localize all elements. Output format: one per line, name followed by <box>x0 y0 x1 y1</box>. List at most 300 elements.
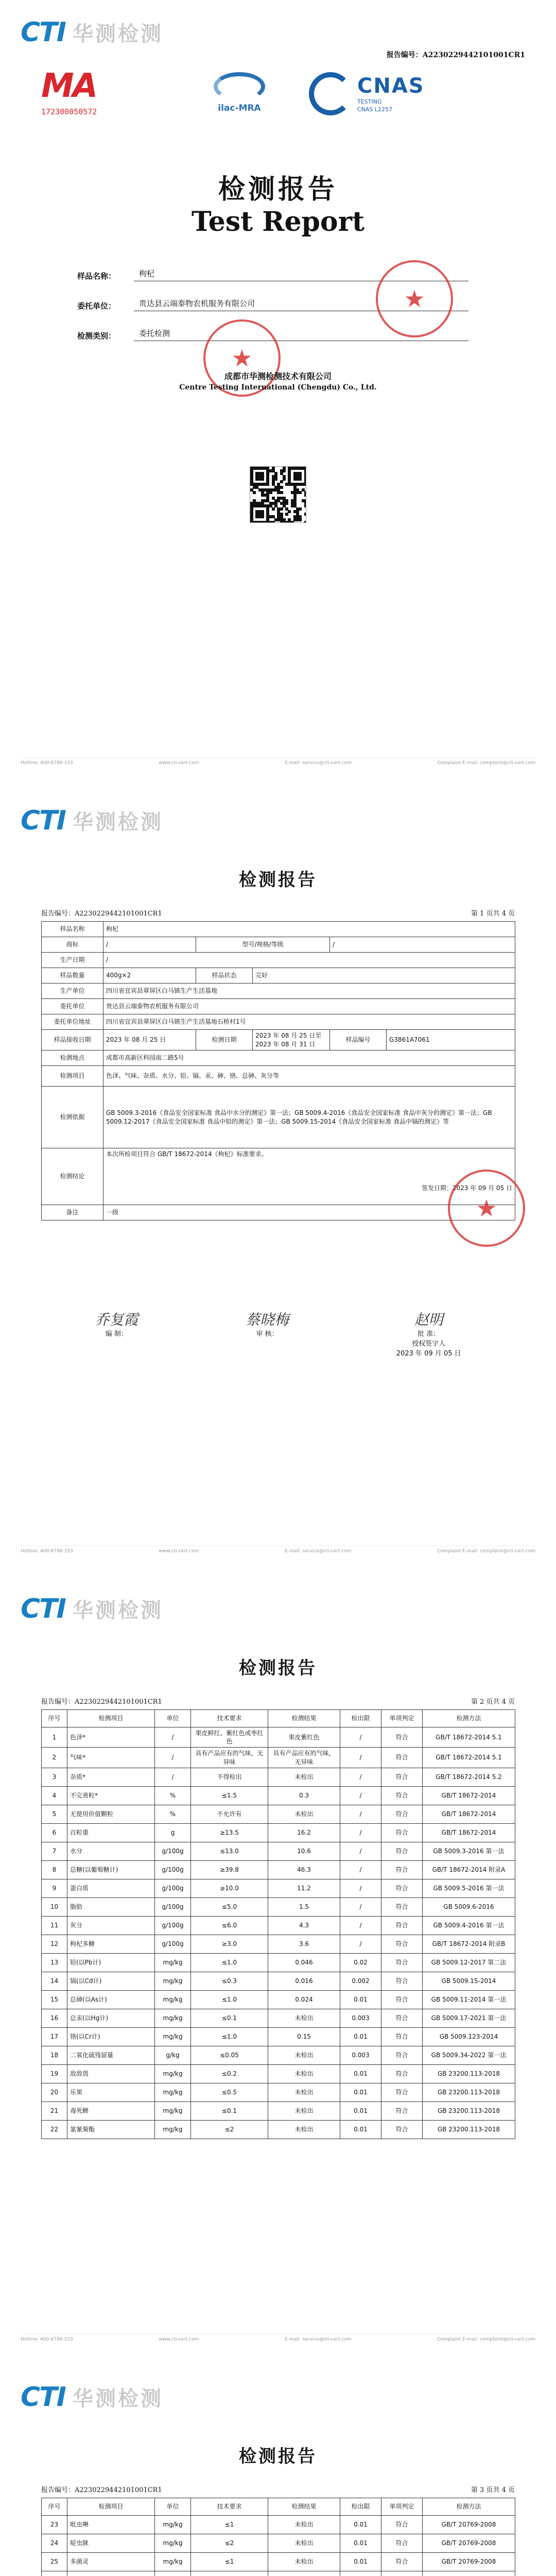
ilac-logo: ilac-MRA <box>206 72 273 129</box>
table-cell: 3 <box>42 1768 67 1786</box>
table-cell: 0.046 <box>268 1953 340 1972</box>
table-cell: 10 <box>42 1897 67 1916</box>
table-cell: 氯氰菊酯 <box>67 2120 155 2139</box>
table-cell: 不允许有 <box>191 1805 268 1823</box>
table-cell: GB 5009.15-2014 <box>423 1972 515 1990</box>
table-cell: ≤0.05 <box>191 2046 268 2064</box>
table-cell: 符合 <box>381 2102 423 2120</box>
table-row <box>42 2027 515 2046</box>
table-cell: ≥10.0 <box>191 1879 268 1897</box>
table-cell: GB/T 20769-2008 <box>423 2516 515 2534</box>
table-cell: ≤0.2 <box>191 2064 268 2083</box>
column-header: 序号 <box>42 2498 67 2516</box>
table-cell: 铅(以Pb计) <box>67 1953 155 1972</box>
table-cell: ≤1 <box>191 2553 268 2571</box>
table-cell: 符合 <box>381 1768 423 1786</box>
table-cell: 25 <box>42 2553 67 2571</box>
signature-row <box>41 1309 515 1358</box>
table-cell: 总汞(以Hg计) <box>67 2009 155 2027</box>
table-cell: 24 <box>42 2534 67 2553</box>
table-cell <box>42 2571 67 2576</box>
table-cell: GB/T 20769-2008 <box>423 2553 515 2571</box>
column-header: 检测结果 <box>268 2498 340 2516</box>
table-cell: ≤1.0 <box>191 2027 268 2046</box>
table-cell: ≤0.1 <box>191 2102 268 2120</box>
table-cell: / <box>340 1805 381 1823</box>
table-cell: GB/T 18672-2014 5.1 <box>423 1748 515 1768</box>
table-cell: 符合 <box>381 2027 423 2046</box>
table-cell: 镉(以Cd计) <box>67 1972 155 1990</box>
page-meta: 报告编号：A2230229442101001CR1 第 1 页共 4 页 <box>41 910 515 918</box>
table-cell: 符合 <box>381 2516 423 2534</box>
results-page-2 <box>0 2365 556 2576</box>
table-row <box>42 1805 515 1823</box>
table-cell: 11 <box>42 1916 67 1935</box>
cover-field-client: 委托单位： 贵达县云端泰物农机服务有限公司 <box>77 298 468 311</box>
table-cell: GB 5009.4-2016 第一法 <box>423 1916 515 1935</box>
seal-star-icon: ★ <box>476 1194 497 1222</box>
table-cell: GB 23200.113-2018 <box>423 2120 515 2139</box>
table-cell: mg/kg <box>155 2064 191 2083</box>
column-header: 检测结果 <box>268 1710 340 1727</box>
table-cell: 17 <box>42 2027 67 2046</box>
column-header: 检出限 <box>340 1710 381 1727</box>
table-cell: 0.01 <box>340 2553 381 2571</box>
cti-logo-icon: CTI <box>21 1593 65 1624</box>
table-cell: 脂肪 <box>67 1897 155 1916</box>
table-cell <box>191 2571 268 2576</box>
results-page-1 <box>0 1577 556 2349</box>
table-cell: / <box>340 1916 381 1935</box>
table-row <box>42 2120 515 2139</box>
table-cell: GB 5009.34-2022 第一法 <box>423 2046 515 2064</box>
table-row <box>42 1897 515 1916</box>
company-logo: CTI 华测检测 <box>21 1593 163 1624</box>
cover-title-en: Test Report <box>192 206 364 238</box>
results-table <box>41 2498 515 2576</box>
table-cell: 14 <box>42 1972 67 1990</box>
column-header: 检测方法 <box>423 2498 515 2516</box>
table-cell: 百粒重 <box>67 1823 155 1842</box>
cover-field-sample: 样品名称： 枸杞 <box>77 268 468 281</box>
table-cell <box>340 2571 381 2576</box>
table-cell: g/100g <box>155 1842 191 1860</box>
table-cell <box>155 2571 191 2576</box>
table-cell: 符合 <box>381 2120 423 2139</box>
table-cell: 10.6 <box>268 1842 340 1860</box>
table-cell: 杂质* <box>67 1768 155 1786</box>
table-cell: 乐果 <box>67 2083 155 2102</box>
table-cell: g/100g <box>155 1935 191 1953</box>
table-cell: 符合 <box>381 1842 423 1860</box>
table-cell: 19 <box>42 2064 67 2083</box>
column-header: 单位 <box>155 2498 191 2516</box>
table-cell: GB/T 18672-2014 <box>423 1823 515 1842</box>
table-cell: 符合 <box>381 2553 423 2571</box>
table-cell: 具有产品应有的气味，无异味 <box>191 1748 268 1768</box>
table-cell: mg/kg <box>155 2027 191 2046</box>
results-table <box>41 1709 515 2139</box>
table-cell: mg/kg <box>155 1953 191 1972</box>
table-cell: 符合 <box>381 1805 423 1823</box>
page-title: 检测报告 <box>239 1658 317 1679</box>
table-cell: 未检出 <box>268 2120 340 2139</box>
table-cell: / <box>340 1748 381 1768</box>
company-logo: CTI 华测检测 <box>21 805 163 836</box>
table-cell: 8 <box>42 1860 67 1879</box>
table-cell: / <box>155 1748 191 1768</box>
table-row <box>42 2534 515 2553</box>
table-row <box>42 2064 515 2083</box>
company-seal <box>376 260 453 337</box>
table-cell: 4.3 <box>268 1916 340 1935</box>
table-cell: 18 <box>42 2046 67 2064</box>
table-cell: 未检出 <box>268 1805 340 1823</box>
column-header: 检测项目 <box>67 1710 155 1727</box>
table-cell: ≥3.0 <box>191 1935 268 1953</box>
table-row <box>42 1990 515 2009</box>
table-cell: mg/kg <box>155 2083 191 2102</box>
sample-info-table: 样品名称 枸杞 商标 / 型号/规格/等级 / 生产日期 / 样品数量 400g×2 样品状态 完好 生产单位 四川省宜宾县翠屏区白马镇生产生活基地 委托单位 贵达县云端泰物农机服务有限公司 委托单位地址 四川省宜宾县翠屏区白马镇生产生活基地石桥村1号 样品接收日期 2023 年 08 月 25 日 检测日期 2023 年 08 月 25 日至 2023 年 08 月 31 日 样品编号 G3861A7061 检测地点 成都市高新区科园南二路5号 检测项目 色泽、气味、杂质、水分、铅、镉、汞、砷、铬、总砷、灰分等 检测依据 GB 5009.3-2016《食品安全国家标准 食品中水分的测定》第一法；GB 5009.4-2016《食品安全国家标准 食品中灰分的测定》第一法；GB 5009.12-2017《食品安全国家标准 食品中铅的测定》第一法；GB 5009.15-2014《食品安全国家标准 食品中镉的测定》等 检测结论 本次所检项目符合 GB/T 18672-2014《枸杞》标准要求。 签发日期：2023 年 09 月 05 日 备注 一级 <box>41 921 515 1221</box>
table-cell: 22 <box>42 2120 67 2139</box>
table-cell: / <box>340 1768 381 1786</box>
table-cell: 12 <box>42 1935 67 1953</box>
cover-org-en: Centre Testing International (Chengdu) Co., Ltd. <box>179 383 377 392</box>
column-header: 技术要求 <box>191 2498 268 2516</box>
table-cell: / <box>340 1879 381 1897</box>
table-cell: 未检出 <box>268 2534 340 2553</box>
page-footer: Hotline: 400-6788-333 www.cti-cert.com E-mail: service@cti-cert.com Complaint E-mail: complaint@cti-cert.com <box>21 2334 535 2342</box>
table-cell: 总砷(以As计) <box>67 1990 155 2009</box>
table-cell: GB 5009.17-2021 第一法 <box>423 2009 515 2027</box>
table-cell: 果皮紫红色 <box>268 1727 340 1748</box>
table-cell: 符合 <box>381 1786 423 1805</box>
table-cell: 敌敌畏 <box>67 2064 155 2083</box>
cti-logo-icon: CTI <box>21 2381 65 2413</box>
table-cell <box>67 2571 155 2576</box>
table-cell: 23 <box>42 2516 67 2534</box>
table-cell: g <box>155 1823 191 1842</box>
table-cell: 未检出 <box>268 2083 340 2102</box>
cover-page <box>0 0 556 773</box>
table-cell: ≤0.3 <box>191 1972 268 1990</box>
table-cell: ≤0.1 <box>191 2009 268 2027</box>
table-cell: 符合 <box>381 1935 423 1953</box>
table-row <box>42 1972 515 1990</box>
table-cell: 7 <box>42 1842 67 1860</box>
table-cell: 符合 <box>381 2083 423 2102</box>
table-cell <box>423 2571 515 2576</box>
cover-org-cn: 成都市华测检测技术有限公司 <box>224 371 332 381</box>
table-cell: 水分 <box>67 1842 155 1860</box>
cma-logo <box>41 67 129 116</box>
table-cell: mg/kg <box>155 1972 191 1990</box>
table-cell: GB 23200.113-2018 <box>423 2102 515 2120</box>
table-cell: GB/T 18672-2014 <box>423 1805 515 1823</box>
table-cell: 0.01 <box>340 2027 381 2046</box>
table-cell: 色泽* <box>67 1727 155 1748</box>
page-title: 检测报告 <box>239 2446 317 2467</box>
cti-logo-icon: CTI <box>21 805 65 836</box>
summary-page <box>0 788 556 1561</box>
table-cell: 4 <box>42 1786 67 1805</box>
table-cell: 气味* <box>67 1748 155 1768</box>
maker-signature: 乔复霞 编 制： <box>95 1311 138 1338</box>
table-cell: 未检出 <box>268 2553 340 2571</box>
table-cell: 0.003 <box>340 2046 381 2064</box>
table-row <box>42 1879 515 1897</box>
table-cell: 毒死蜱 <box>67 2102 155 2120</box>
table-cell: ≤5.0 <box>191 1897 268 1916</box>
table-cell: 0.01 <box>340 2516 381 2534</box>
table-cell: mg/kg <box>155 2102 191 2120</box>
table-cell: ≤2 <box>191 2534 268 2553</box>
table-cell: 13 <box>42 1953 67 1972</box>
table-cell: 15 <box>42 1990 67 2009</box>
table-cell: 符合 <box>381 2534 423 2553</box>
seal-star-icon: ★ <box>404 285 425 313</box>
approver-signature: 赵明 批 准： 授权签字人 2023 年 09 月 05 日 <box>396 1311 461 1358</box>
column-header: 检测方法 <box>423 1710 515 1727</box>
table-cell: 0.01 <box>340 2064 381 2083</box>
table-row <box>42 2046 515 2064</box>
table-cell: GB/T 20769-2008 <box>423 2534 515 2553</box>
table-cell: 符合 <box>381 2009 423 2027</box>
table-cell: g/100g <box>155 1879 191 1897</box>
table-cell: / <box>340 1842 381 1860</box>
table-cell: mg/kg <box>155 2120 191 2139</box>
qr-code <box>250 466 306 523</box>
table-cell: 0.3 <box>268 1786 340 1805</box>
table-cell: 符合 <box>381 1823 423 1842</box>
table-cell: GB/T 18672-2014 附录B <box>423 1935 515 1953</box>
cnas-ring-icon <box>309 72 352 115</box>
table-cell: 46.3 <box>268 1860 340 1879</box>
table-cell: ≤2 <box>191 2120 268 2139</box>
table-cell: 未检出 <box>268 2102 340 2120</box>
table-cell: / <box>340 1823 381 1842</box>
table-cell: ≤13.0 <box>191 1842 268 1860</box>
table-cell: 6 <box>42 1823 67 1842</box>
table-cell: 二氧化硫残留量 <box>67 2046 155 2064</box>
table-row <box>42 2102 515 2120</box>
table-cell: 未检出 <box>268 2046 340 2064</box>
table-cell: ≤1 <box>191 2516 268 2534</box>
table-cell: ≤1.0 <box>191 1953 268 1972</box>
table-cell: 1.5 <box>268 1897 340 1916</box>
table-cell: 总糖(以葡萄糖计) <box>67 1860 155 1879</box>
seal-star-icon: ★ <box>231 344 253 372</box>
table-row <box>42 1768 515 1786</box>
table-cell: 0.002 <box>340 1972 381 1990</box>
table-cell: 不完善粒* <box>67 1786 155 1805</box>
accreditation-logos <box>21 62 535 139</box>
table-cell: 3.6 <box>268 1935 340 1953</box>
column-header: 单位 <box>155 1710 191 1727</box>
table-cell: 0.01 <box>340 2120 381 2139</box>
table-cell: GB 5009.11-2014 第一法 <box>423 1990 515 2009</box>
table-cell: 符合 <box>381 1990 423 2009</box>
table-row <box>42 1953 515 1972</box>
table-cell: 21 <box>42 2102 67 2120</box>
table-cell: % <box>155 1805 191 1823</box>
page-footer: Hotline: 400-6788-333 www.cti-cert.com E-mail: service@cti-cert.com Complaint E-mail: complaint@cti-cert.com <box>21 757 535 766</box>
cti-logo-icon: CTI <box>21 16 65 48</box>
table-cell: / <box>340 1897 381 1916</box>
table-cell: / <box>340 1786 381 1805</box>
page-meta: 报告编号：A2230229442101001CR1 第 2 页共 4 页 <box>41 1698 515 1706</box>
cnas-logo: CNAS TESTING CNAS L2257 <box>309 72 425 115</box>
table-row <box>42 2553 515 2571</box>
table-cell: 0.15 <box>268 2027 340 2046</box>
table-cell: ≥13.5 <box>191 1823 268 1842</box>
table-cell: 符合 <box>381 1953 423 1972</box>
cover-report-number: 报告编号：A2230229442101001CR1 <box>386 51 525 59</box>
table-cell: 符合 <box>381 1897 423 1916</box>
table-cell: / <box>155 1768 191 1786</box>
column-header: 单项判定 <box>381 2498 423 2516</box>
column-header: 单项判定 <box>381 1710 423 1727</box>
table-cell: 20 <box>42 2083 67 2102</box>
table-cell: 11.2 <box>268 1879 340 1897</box>
table-cell: 不得检出 <box>191 1768 268 1786</box>
table-cell: 符合 <box>381 1860 423 1879</box>
table-cell: 0.02 <box>340 1953 381 1972</box>
table-cell: GB/T 18672-2014 5.1 <box>423 1727 515 1748</box>
table-cell: GB 23200.113-2018 <box>423 2064 515 2083</box>
table-row <box>42 2009 515 2027</box>
table-cell: mg/kg <box>155 2009 191 2027</box>
table-cell: 灰分 <box>67 1916 155 1935</box>
company-logo <box>21 18 163 47</box>
table-cell: 未检出 <box>268 2516 340 2534</box>
table-cell: 9 <box>42 1879 67 1897</box>
table-cell: GB 5009.123-2014 <box>423 2027 515 2046</box>
table-cell: ≥39.8 <box>191 1860 268 1879</box>
table-cell: ≤1.5 <box>191 1786 268 1805</box>
table-row <box>42 1860 515 1879</box>
cover-title-cn: 检测报告 <box>218 174 338 205</box>
table-cell: 2 <box>42 1748 67 1768</box>
cover-field-category: 检测类别： 委托检测 <box>77 328 468 341</box>
reviewer-signature: 蔡晓梅 审 核： <box>246 1311 289 1338</box>
table-cell: / <box>340 1727 381 1748</box>
table-cell: 16.2 <box>268 1823 340 1842</box>
page-title: 检测报告 <box>239 870 317 890</box>
table-cell: / <box>340 1935 381 1953</box>
table-cell: / <box>340 1860 381 1879</box>
table-cell: 符合 <box>381 1748 423 1768</box>
table-cell: 0.01 <box>340 2083 381 2102</box>
table-row <box>42 2083 515 2102</box>
table-row <box>42 1916 515 1935</box>
table-cell: 0.01 <box>340 1990 381 2009</box>
table-cell: 符合 <box>381 1916 423 1935</box>
table-cell: 无使用价值颗粒 <box>67 1805 155 1823</box>
table-cell: 果皮鲜红、紫红色或枣红色 <box>191 1727 268 1748</box>
table-cell: g/100g <box>155 1897 191 1916</box>
table-cell: GB 23200.113-2018 <box>423 2083 515 2102</box>
page-meta: 报告编号：A2230229442101001CR1 第 3 页共 4 页 <box>41 2486 515 2494</box>
table-cell: g/100g <box>155 1916 191 1935</box>
table-cell: 符合 <box>381 1879 423 1897</box>
table-cell: g/100g <box>155 1860 191 1879</box>
table-cell: 符合 <box>381 1972 423 1990</box>
column-header: 检出限 <box>340 2498 381 2516</box>
table-cell: 铬(以Cr计) <box>67 2027 155 2046</box>
table-row <box>42 2516 515 2534</box>
table-cell: 5 <box>42 1805 67 1823</box>
table-cell: ≤6.0 <box>191 1916 268 1935</box>
table-cell: 1 <box>42 1727 67 1748</box>
table-cell: 枸杞多糖 <box>67 1935 155 1953</box>
table-header-row <box>42 1710 515 1727</box>
table-cell: % <box>155 1786 191 1805</box>
table-row <box>42 1748 515 1768</box>
table-cell: 未检出 <box>268 2009 340 2027</box>
table-cell <box>268 2571 340 2576</box>
table-cell: mg/kg <box>155 1990 191 2009</box>
table-cell: / <box>155 1727 191 1748</box>
page-footer: Hotline: 400-6788-333 www.cti-cert.com E-mail: service@cti-cert.com Complaint E-mail: complaint@cti-cert.com <box>21 1546 535 1554</box>
table-cell: 未检出 <box>268 1768 340 1786</box>
table-cell: ≤0.5 <box>191 2083 268 2102</box>
brand-cn: 华测检测 <box>72 22 163 46</box>
table-cell: 0.024 <box>268 1990 340 2009</box>
table-cell: 0.01 <box>340 2102 381 2120</box>
table-row <box>42 1786 515 1805</box>
table-cell: GB 5009.12-2017 第二法 <box>423 1953 515 1972</box>
table-cell <box>381 2571 423 2576</box>
table-cell: 多菌灵 <box>67 2553 155 2571</box>
column-header: 序号 <box>42 1710 67 1727</box>
table-cell: mg/kg <box>155 2534 191 2553</box>
table-row <box>42 1842 515 1860</box>
cma-number: 172300050572 <box>41 107 97 116</box>
company-logo: CTI 华测检测 <box>21 2381 163 2413</box>
table-cell: GB 5009.3-2016 第一法 <box>423 1842 515 1860</box>
table-cell: GB/T 18672-2014 附录A <box>423 1860 515 1879</box>
ilac-swoosh-icon <box>214 72 265 101</box>
table-cell: 16 <box>42 2009 67 2027</box>
cma-mark-icon: MA <box>41 67 97 105</box>
column-header: 检测项目 <box>67 2498 155 2516</box>
table-cell: GB 5009.6-2016 <box>423 1897 515 1916</box>
table-header-row <box>42 2498 515 2516</box>
company-seal <box>448 1170 525 1247</box>
table-cell: 未检出 <box>268 2064 340 2083</box>
table-cell: 吡虫啉 <box>67 2516 155 2534</box>
column-header: 技术要求 <box>191 1710 268 1727</box>
table-cell: ≤1.0 <box>191 1990 268 2009</box>
table-cell: mg/kg <box>155 2553 191 2571</box>
table-row <box>42 1823 515 1842</box>
table-cell: GB 5009.5-2016 第一法 <box>423 1879 515 1897</box>
table-row <box>42 2571 515 2576</box>
table-row <box>42 1935 515 1953</box>
table-cell: 蛋白质 <box>67 1879 155 1897</box>
table-cell: 啶虫脒 <box>67 2534 155 2553</box>
table-cell: 具有产品应有的气味，无异味 <box>268 1748 340 1768</box>
table-cell: g/kg <box>155 2046 191 2064</box>
table-cell: 0.01 <box>340 2534 381 2553</box>
table-cell: GB/T 18672-2014 <box>423 1786 515 1805</box>
table-cell: GB/T 18672-2014 5.2 <box>423 1768 515 1786</box>
table-row <box>42 1727 515 1748</box>
table-cell: 符合 <box>381 1727 423 1748</box>
table-cell: 符合 <box>381 2046 423 2064</box>
table-cell: mg/kg <box>155 2516 191 2534</box>
